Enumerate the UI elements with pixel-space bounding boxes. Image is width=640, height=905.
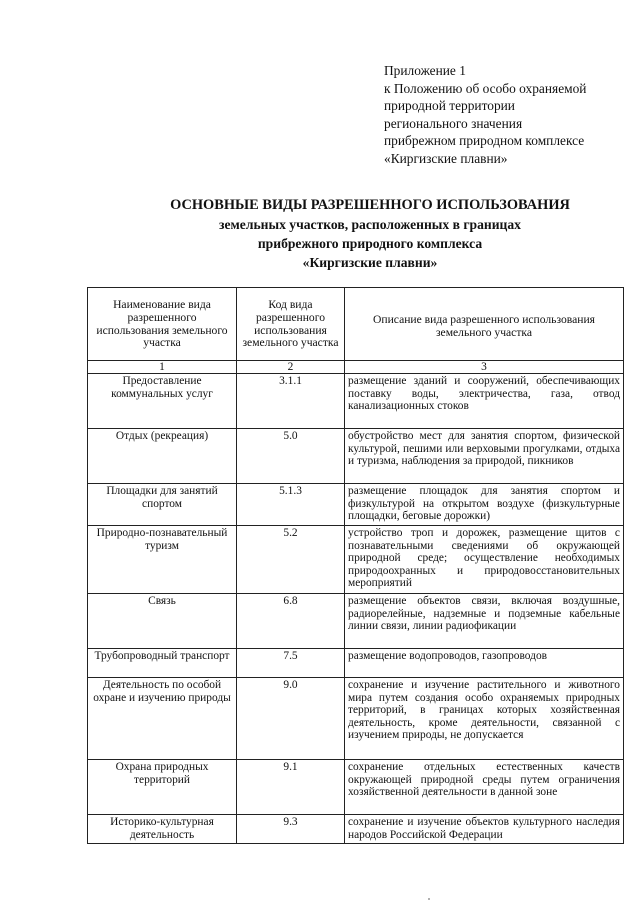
appendix-line: Приложение 1 [384, 63, 466, 78]
table-row [88, 678, 624, 760]
table-row [88, 760, 624, 815]
land-use-table [87, 287, 624, 844]
header-description: Описание вида разрешенного использования земельного участка [345, 288, 624, 361]
row-code: 5.2 [237, 526, 345, 594]
document-heading [0, 196, 640, 272]
row-description: устройство троп и дорожек, размещение щитов с познавательными сведениями об окружающей природной среде; осуществление необходимых природоохранных и природовосстановительных мероприятий [345, 526, 624, 594]
appendix-line: регионального значения [384, 115, 523, 131]
row-description: сохранение и изучение объектов культурного наследия народов Российской Федерации [345, 815, 624, 844]
row-name: Связь [88, 594, 237, 649]
appendix-line: «Киргизские плавни» [384, 150, 508, 166]
heading-subtitle-line: земельных участков, расположенных в границах [219, 217, 521, 232]
row-name: Трубопроводный транспорт [88, 649, 237, 678]
table-row [88, 374, 624, 429]
row-code: 6.8 [237, 594, 345, 649]
row-code: 7.5 [237, 649, 345, 678]
row-code: 3.1.1 [237, 374, 345, 429]
row-name: Деятельность по особой охране и изучению природы [88, 678, 237, 760]
table-row [88, 594, 624, 649]
row-code: 9.1 [237, 760, 345, 815]
table-row [88, 484, 624, 526]
row-code: 5.0 [237, 429, 345, 484]
row-name: Предоставление коммунальных услуг [88, 374, 237, 429]
row-name: Отдых (рекреация) [88, 429, 237, 484]
row-code: 9.0 [237, 678, 345, 760]
row-code: 5.1.3 [237, 484, 345, 526]
table-row [88, 526, 624, 594]
row-description: размещение зданий и сооружений, обеспечивающих поставку воды, электричества, газа, отвод канализационных стоков [345, 374, 624, 429]
table-row [88, 815, 624, 844]
table-row [88, 429, 624, 484]
row-code: 9.3 [237, 815, 345, 844]
heading-subtitle-line: «Киргизские плавни» [302, 255, 438, 270]
header-code: Код вида разрешенного использования земельного участка [237, 288, 345, 361]
row-description: сохранение и изучение растительного и животного мира путем создания особо охраняемых природных территорий, в границах которых хозяйственная деятельность, кроме деятельности, связанной с изучением природы, не допускается [345, 678, 624, 760]
row-description: размещение водопроводов, газопроводов [345, 649, 624, 678]
appendix-line: природной территории [384, 98, 515, 114]
table-row [88, 649, 624, 678]
scan-speck [428, 898, 430, 900]
header-name: Наименование вида разрешенного использования земельного участка [88, 288, 237, 361]
column-number-row [88, 361, 624, 374]
appendix-line: к Положению об особо охраняемой [384, 80, 587, 96]
row-description: сохранение отдельных естественных качеств окружающей природной среды путем ограничения хозяйственной деятельности в данной зоне [345, 760, 624, 815]
column-number: 1 [88, 361, 237, 374]
column-number: 3 [345, 361, 624, 374]
row-description: размещение площадок для занятия спортом и физкультурой на открытом воздухе (физкультурные площадки, беговые дорожки) [345, 484, 624, 526]
row-name: Охрана природных территорий [88, 760, 237, 815]
appendix-line: прибрежном природном комплексе [384, 133, 585, 149]
appendix-reference [384, 62, 634, 168]
column-number: 2 [237, 361, 345, 374]
row-description: обустройство мест для занятия спортом, физической культурой, пешими или верховыми прогулками, отдыха и туризма, наблюдения за природой, пикников [345, 429, 624, 484]
row-name: Историко-культурная деятельность [88, 815, 237, 844]
heading-title: ОСНОВНЫЕ ВИДЫ РАЗРЕШЕННОГО ИСПОЛЬЗОВАНИЯ [170, 197, 570, 213]
heading-subtitle-line: прибрежного природного комплекса [257, 236, 483, 251]
table-header-row [88, 288, 624, 361]
row-description: размещение объектов связи, включая воздушные, радиорелейные, надземные и подземные кабельные линии связи, линии радиофикации [345, 594, 624, 649]
row-name: Площадки для занятий спортом [88, 484, 237, 526]
row-name: Природно-познавательный туризм [88, 526, 237, 594]
